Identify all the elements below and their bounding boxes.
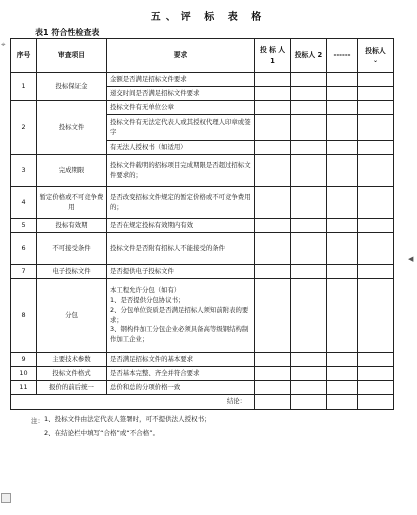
result-cell-bidder-2[interactable]: [291, 279, 327, 353]
note-line-2: 2、在结论栏中填写“合格”或“不合格”。: [44, 429, 160, 437]
result-cell-bidder-1[interactable]: [255, 233, 291, 265]
header-requirement: 要求: [107, 39, 255, 73]
result-cell-bidder-1[interactable]: [255, 265, 291, 279]
conclusion-cell-bidder-2[interactable]: [291, 395, 327, 410]
result-cell-more-bidders[interactable]: [327, 265, 358, 279]
row-number: 4: [11, 187, 37, 219]
conclusion-cell-bidder-1[interactable]: [255, 395, 291, 410]
result-cell-bidder-n[interactable]: [358, 265, 394, 279]
result-cell-more-bidders[interactable]: [327, 115, 358, 141]
result-cell-bidder-2[interactable]: [291, 367, 327, 381]
page-corner-chip: [1, 493, 11, 503]
table-row: [11, 187, 394, 219]
row-number: 2: [11, 101, 37, 155]
result-cell-bidder-2[interactable]: [291, 233, 327, 265]
table-row: [11, 73, 394, 87]
requirement-cell: 是否改变招标文件规定的暂定价格或不可竞争费用的；: [107, 187, 255, 219]
review-item-cell: 暂定价格或不可竞争费用: [37, 187, 107, 219]
table-body: [11, 73, 394, 410]
result-cell-bidder-1[interactable]: [255, 279, 291, 353]
result-cell-bidder-n[interactable]: [358, 115, 394, 141]
requirement-cell: 总价和总的分项价格一致: [107, 381, 255, 395]
result-cell-bidder-n[interactable]: [358, 87, 394, 101]
review-item-cell: 报价的前后统一: [37, 381, 107, 395]
result-cell-bidder-n[interactable]: [358, 367, 394, 381]
header-bidder-2: 投标人 2: [291, 39, 327, 73]
result-cell-bidder-1[interactable]: [255, 381, 291, 395]
header-more-bidders: ------: [327, 39, 358, 73]
result-cell-bidder-n[interactable]: [358, 73, 394, 87]
table-caption: 表1 符合性检查表: [35, 28, 100, 37]
result-cell-more-bidders[interactable]: [327, 233, 358, 265]
review-item-cell: 分包: [37, 279, 107, 353]
result-cell-more-bidders[interactable]: [327, 155, 358, 187]
result-cell-bidder-n[interactable]: [358, 353, 394, 367]
note-line-1: 1、投标文件由法定代表人签署时，可不提供法人授权书；: [44, 415, 211, 423]
row-number: 9: [11, 353, 37, 367]
review-item-cell: 完成期限: [37, 155, 107, 187]
compliance-table-wrapper: [10, 38, 393, 410]
result-cell-bidder-1[interactable]: [255, 141, 291, 155]
result-cell-bidder-2[interactable]: [291, 265, 327, 279]
conclusion-cell-more-bidders[interactable]: [327, 395, 358, 410]
result-cell-more-bidders[interactable]: [327, 187, 358, 219]
result-cell-bidder-1[interactable]: [255, 155, 291, 187]
review-item-cell: 投标保证金: [37, 73, 107, 101]
result-cell-bidder-1[interactable]: [255, 87, 291, 101]
requirement-cell: 递交时间是否满足招标文件要求: [107, 87, 255, 101]
result-cell-bidder-1[interactable]: [255, 353, 291, 367]
requirement-cell: 是否在规定投标有效期内有效: [107, 219, 255, 233]
review-item-cell: 投标有效期: [37, 219, 107, 233]
header-bidder-n: [358, 39, 394, 73]
result-cell-bidder-2[interactable]: [291, 353, 327, 367]
result-cell-bidder-2[interactable]: [291, 219, 327, 233]
header-bidder-n-label: 投标人: [365, 47, 386, 56]
result-cell-bidder-n[interactable]: [358, 381, 394, 395]
table-row: [11, 233, 394, 265]
result-cell-more-bidders[interactable]: [327, 87, 358, 101]
result-cell-bidder-1[interactable]: [255, 73, 291, 87]
result-cell-bidder-1[interactable]: [255, 115, 291, 141]
requirement-cell: 投标文件有无单位公章: [107, 101, 255, 115]
result-cell-bidder-2[interactable]: [291, 115, 327, 141]
result-cell-more-bidders[interactable]: [327, 367, 358, 381]
result-cell-more-bidders[interactable]: [327, 381, 358, 395]
review-item-cell: 投标文件: [37, 101, 107, 155]
header-review-item: 审查项目: [37, 39, 107, 73]
result-cell-bidder-2[interactable]: [291, 187, 327, 219]
row-number: 5: [11, 219, 37, 233]
requirement-cell: 投标文件是否附有招标人不能接受的条件: [107, 233, 255, 265]
review-item-cell: 主要技术参数: [37, 353, 107, 367]
table-row: [11, 353, 394, 367]
table-move-handle-icon[interactable]: ⌖: [1, 40, 6, 49]
table-row: [11, 101, 394, 115]
requirement-cell: 是否基本完整、齐全并符合要求: [107, 367, 255, 381]
requirement-cell: 是否提供电子投标文件: [107, 265, 255, 279]
result-cell-bidder-2[interactable]: [291, 87, 327, 101]
result-cell-bidder-2[interactable]: [291, 155, 327, 187]
result-cell-more-bidders[interactable]: [327, 73, 358, 87]
result-cell-bidder-n[interactable]: [358, 155, 394, 187]
conclusion-row: [11, 395, 394, 410]
requirement-cell: 本工程允许分包（如有） 1、是否提供分包协议书； 2、分包单位资质是否满足招标人须知前附表的要求； 3、钢构件加工分包企业必须具备高等级钢结构制作加工企业；: [107, 279, 255, 353]
result-cell-more-bidders[interactable]: [327, 279, 358, 353]
requirement-cell: 金额是否满足招标文件要求: [107, 73, 255, 87]
row-number: 7: [11, 265, 37, 279]
result-cell-bidder-1[interactable]: [255, 367, 291, 381]
chevron-down-icon: ⌄: [372, 56, 379, 64]
page-scroll-marker-icon[interactable]: ◀: [408, 255, 414, 263]
compliance-check-table: [10, 38, 394, 410]
result-cell-bidder-1[interactable]: [255, 187, 291, 219]
row-number: 1: [11, 73, 37, 101]
header-bidder-1: 投 标 人 1: [255, 39, 291, 73]
table-header-row: [11, 39, 394, 73]
row-number: 8: [11, 279, 37, 353]
conclusion-cell-bidder-n[interactable]: [358, 395, 394, 410]
row-number: 10: [11, 367, 37, 381]
table-row: [11, 265, 394, 279]
requirement-cell: 是否满足招标文件的基本要求: [107, 353, 255, 367]
table-row: [11, 381, 394, 395]
result-cell-bidder-2[interactable]: [291, 141, 327, 155]
row-number: 6: [11, 233, 37, 265]
result-cell-bidder-n[interactable]: [358, 101, 394, 115]
row-number: 11: [11, 381, 37, 395]
result-cell-bidder-2[interactable]: [291, 73, 327, 87]
result-cell-bidder-1[interactable]: [255, 101, 291, 115]
review-item-cell: 不可接受条件: [37, 233, 107, 265]
section-title: 五、评 标 表 格: [150, 12, 267, 23]
result-cell-bidder-n[interactable]: [358, 279, 394, 353]
table-row: [11, 155, 394, 187]
row-number: 3: [11, 155, 37, 187]
requirement-cell: 投标文件有无法定代表人或其授权代理人印章或签字: [107, 115, 255, 141]
notes-label: 注：: [31, 417, 44, 425]
review-item-cell: 电子投标文件: [37, 265, 107, 279]
result-cell-bidder-n[interactable]: [358, 187, 394, 219]
result-cell-bidder-n[interactable]: [358, 219, 394, 233]
table-row: [11, 219, 394, 233]
review-item-cell: 投标文件格式: [37, 367, 107, 381]
result-cell-bidder-2[interactable]: [291, 381, 327, 395]
table-row: [11, 279, 394, 353]
requirement-cell: 投标文件载明的招标项目完成期限是否超过招标文件要求的；: [107, 155, 255, 187]
result-cell-bidder-n[interactable]: [358, 233, 394, 265]
header-seq: 序号: [11, 39, 37, 73]
requirement-cell: 有无法人授权书（如适用）: [107, 141, 255, 155]
result-cell-more-bidders[interactable]: [327, 219, 358, 233]
conclusion-label: 结论：: [11, 395, 255, 410]
result-cell-bidder-1[interactable]: [255, 219, 291, 233]
result-cell-bidder-n[interactable]: [358, 141, 394, 155]
result-cell-more-bidders[interactable]: [327, 141, 358, 155]
result-cell-more-bidders[interactable]: [327, 353, 358, 367]
result-cell-more-bidders[interactable]: [327, 101, 358, 115]
result-cell-bidder-2[interactable]: [291, 101, 327, 115]
table-row: [11, 367, 394, 381]
